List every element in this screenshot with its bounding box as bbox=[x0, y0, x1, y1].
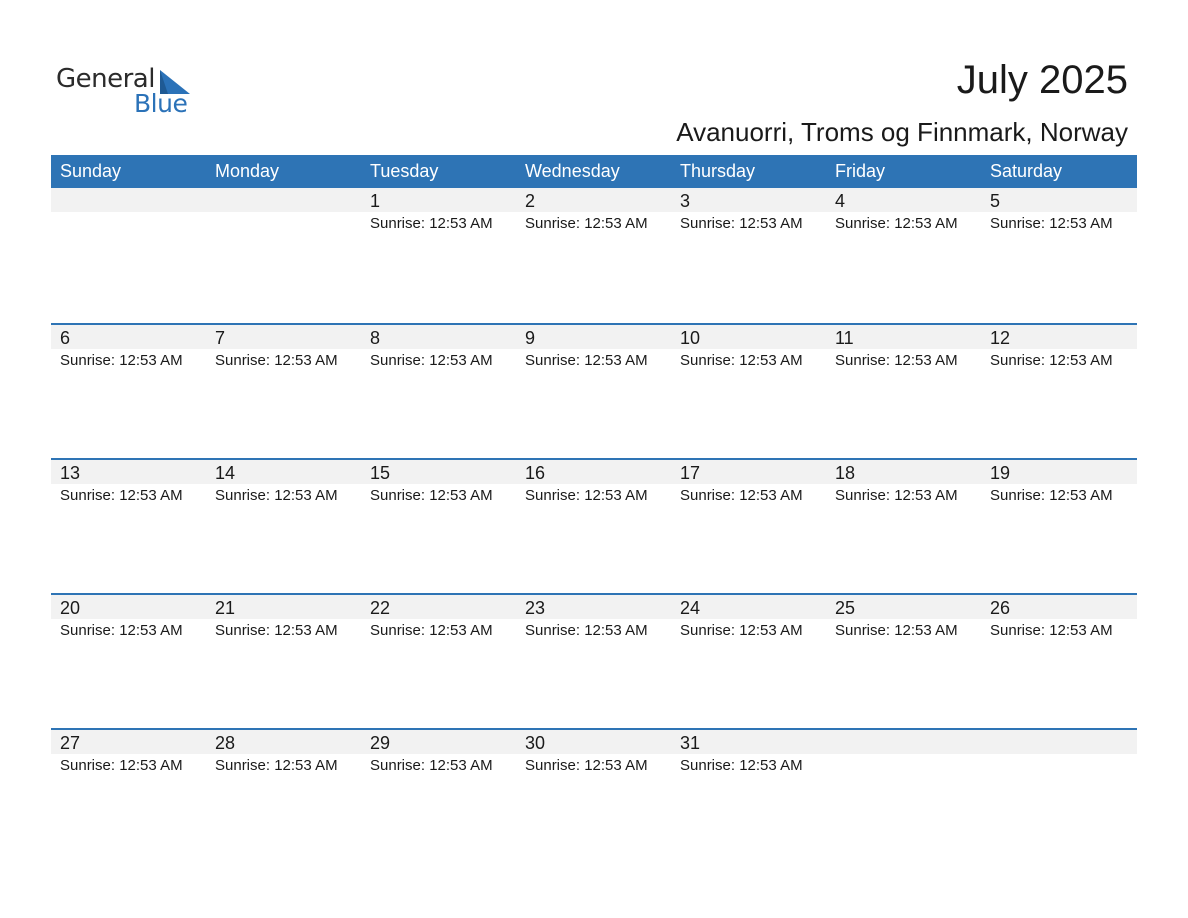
sunrise-time: Sunrise: 12:53 AM bbox=[990, 622, 1113, 639]
day-number: 18 bbox=[835, 463, 856, 483]
day-cell bbox=[516, 325, 671, 458]
day-cell bbox=[671, 188, 826, 323]
day-number: 22 bbox=[370, 598, 391, 618]
sunrise-time: Sunrise: 12:53 AM bbox=[680, 215, 803, 232]
day-cell bbox=[206, 730, 361, 863]
sunrise-time: Sunrise: 12:53 AM bbox=[525, 622, 648, 639]
sunrise-time: Sunrise: 12:53 AM bbox=[60, 487, 183, 504]
day-cell bbox=[516, 595, 671, 728]
day-cell bbox=[826, 595, 981, 728]
sunrise-time: Sunrise: 12:53 AM bbox=[680, 622, 803, 639]
day-number: 11 bbox=[835, 328, 854, 348]
day-number: 14 bbox=[215, 463, 236, 483]
day-cell bbox=[516, 730, 671, 863]
week-row-5 bbox=[51, 728, 1137, 863]
sunrise-time: Sunrise: 12:53 AM bbox=[990, 215, 1113, 232]
day-number: 7 bbox=[215, 328, 226, 348]
sunrise-time: Sunrise: 12:53 AM bbox=[525, 215, 648, 232]
day-number: 16 bbox=[525, 463, 546, 483]
day-number: 12 bbox=[990, 328, 1011, 348]
day-number: 4 bbox=[835, 191, 846, 211]
weekday-saturday: Saturday bbox=[990, 161, 1063, 181]
day-number: 26 bbox=[990, 598, 1011, 618]
day-number: 25 bbox=[835, 598, 856, 618]
logo bbox=[56, 64, 206, 120]
day-cell bbox=[206, 460, 361, 593]
sunrise-time: Sunrise: 12:53 AM bbox=[525, 487, 648, 504]
day-number: 1 bbox=[370, 191, 381, 211]
weekday-friday: Friday bbox=[835, 161, 886, 181]
calendar-grid bbox=[51, 155, 1137, 863]
day-cell bbox=[826, 730, 981, 863]
sunrise-time: Sunrise: 12:53 AM bbox=[60, 622, 183, 639]
day-cell bbox=[671, 325, 826, 458]
day-number: 19 bbox=[990, 463, 1011, 483]
day-number: 17 bbox=[680, 463, 701, 483]
day-cell bbox=[51, 730, 206, 863]
day-number: 2 bbox=[525, 191, 536, 211]
sunrise-time: Sunrise: 12:53 AM bbox=[680, 487, 803, 504]
week-row-2 bbox=[51, 323, 1137, 458]
day-cell bbox=[826, 460, 981, 593]
sunrise-time: Sunrise: 12:53 AM bbox=[835, 352, 958, 369]
sunrise-time: Sunrise: 12:53 AM bbox=[835, 487, 958, 504]
logo-word-general: General bbox=[56, 64, 155, 94]
sunrise-time: Sunrise: 12:53 AM bbox=[680, 757, 803, 774]
day-number: 5 bbox=[990, 191, 1001, 211]
sunrise-time: Sunrise: 12:53 AM bbox=[990, 487, 1113, 504]
day-number: 30 bbox=[525, 733, 546, 753]
day-number: 31 bbox=[680, 733, 701, 753]
day-cell bbox=[826, 325, 981, 458]
day-number: 8 bbox=[370, 328, 381, 348]
day-cell bbox=[361, 188, 516, 323]
day-number: 15 bbox=[370, 463, 391, 483]
week-row-4 bbox=[51, 593, 1137, 728]
day-number: 27 bbox=[60, 733, 81, 753]
day-cell bbox=[516, 188, 671, 323]
day-cell bbox=[206, 188, 361, 323]
day-cell bbox=[361, 730, 516, 863]
day-number: 6 bbox=[60, 328, 71, 348]
sunrise-time: Sunrise: 12:53 AM bbox=[835, 215, 958, 232]
day-cell bbox=[361, 460, 516, 593]
sunrise-time: Sunrise: 12:53 AM bbox=[215, 622, 338, 639]
week-row-1 bbox=[51, 188, 1137, 323]
day-number: 21 bbox=[215, 598, 236, 618]
weekday-sunday: Sunday bbox=[60, 161, 122, 181]
day-cell bbox=[981, 730, 1136, 863]
sunrise-time: Sunrise: 12:53 AM bbox=[370, 757, 493, 774]
day-cell bbox=[361, 595, 516, 728]
day-cell bbox=[671, 730, 826, 863]
sunrise-time: Sunrise: 12:53 AM bbox=[370, 622, 493, 639]
day-cell bbox=[51, 460, 206, 593]
location-title: Avanuorri, Troms og Finnmark, Norway bbox=[676, 117, 1128, 147]
day-number: 9 bbox=[525, 328, 536, 348]
day-cell bbox=[206, 325, 361, 458]
sunrise-time: Sunrise: 12:53 AM bbox=[370, 352, 493, 369]
day-number: 29 bbox=[370, 733, 391, 753]
day-cell bbox=[981, 460, 1136, 593]
weekday-tuesday: Tuesday bbox=[370, 161, 439, 181]
logo-word-blue: Blue bbox=[134, 89, 188, 118]
sunrise-time: Sunrise: 12:53 AM bbox=[835, 622, 958, 639]
day-cell bbox=[981, 325, 1136, 458]
day-cell bbox=[361, 325, 516, 458]
sunrise-time: Sunrise: 12:53 AM bbox=[370, 215, 493, 232]
weekday-thursday: Thursday bbox=[680, 161, 756, 181]
sunrise-time: Sunrise: 12:53 AM bbox=[215, 487, 338, 504]
day-cell bbox=[51, 325, 206, 458]
sunrise-time: Sunrise: 12:53 AM bbox=[215, 352, 338, 369]
sunrise-time: Sunrise: 12:53 AM bbox=[215, 757, 338, 774]
day-number: 24 bbox=[680, 598, 701, 618]
sunrise-time: Sunrise: 12:53 AM bbox=[525, 352, 648, 369]
week-row-3 bbox=[51, 458, 1137, 593]
day-number: 28 bbox=[215, 733, 236, 753]
sunrise-time: Sunrise: 12:53 AM bbox=[370, 487, 493, 504]
day-cell bbox=[206, 595, 361, 728]
day-cell bbox=[516, 460, 671, 593]
sunrise-time: Sunrise: 12:53 AM bbox=[60, 352, 183, 369]
day-number: 23 bbox=[525, 598, 546, 618]
weekday-wednesday: Wednesday bbox=[525, 161, 620, 181]
day-number: 13 bbox=[60, 463, 81, 483]
sunrise-time: Sunrise: 12:53 AM bbox=[680, 352, 803, 369]
sunrise-time: Sunrise: 12:53 AM bbox=[60, 757, 183, 774]
day-number: 20 bbox=[60, 598, 81, 618]
weekday-header-row bbox=[51, 155, 1137, 188]
sunrise-time: Sunrise: 12:53 AM bbox=[525, 757, 648, 774]
day-number: 10 bbox=[680, 328, 701, 348]
day-cell bbox=[51, 188, 206, 323]
month-title: July 2025 bbox=[956, 58, 1128, 102]
day-number: 3 bbox=[680, 191, 691, 211]
weekday-monday: Monday bbox=[215, 161, 280, 181]
day-cell bbox=[826, 188, 981, 323]
day-cell bbox=[981, 188, 1136, 323]
sunrise-time: Sunrise: 12:53 AM bbox=[990, 352, 1113, 369]
day-cell bbox=[671, 460, 826, 593]
day-cell bbox=[51, 595, 206, 728]
day-cell bbox=[981, 595, 1136, 728]
day-cell bbox=[671, 595, 826, 728]
